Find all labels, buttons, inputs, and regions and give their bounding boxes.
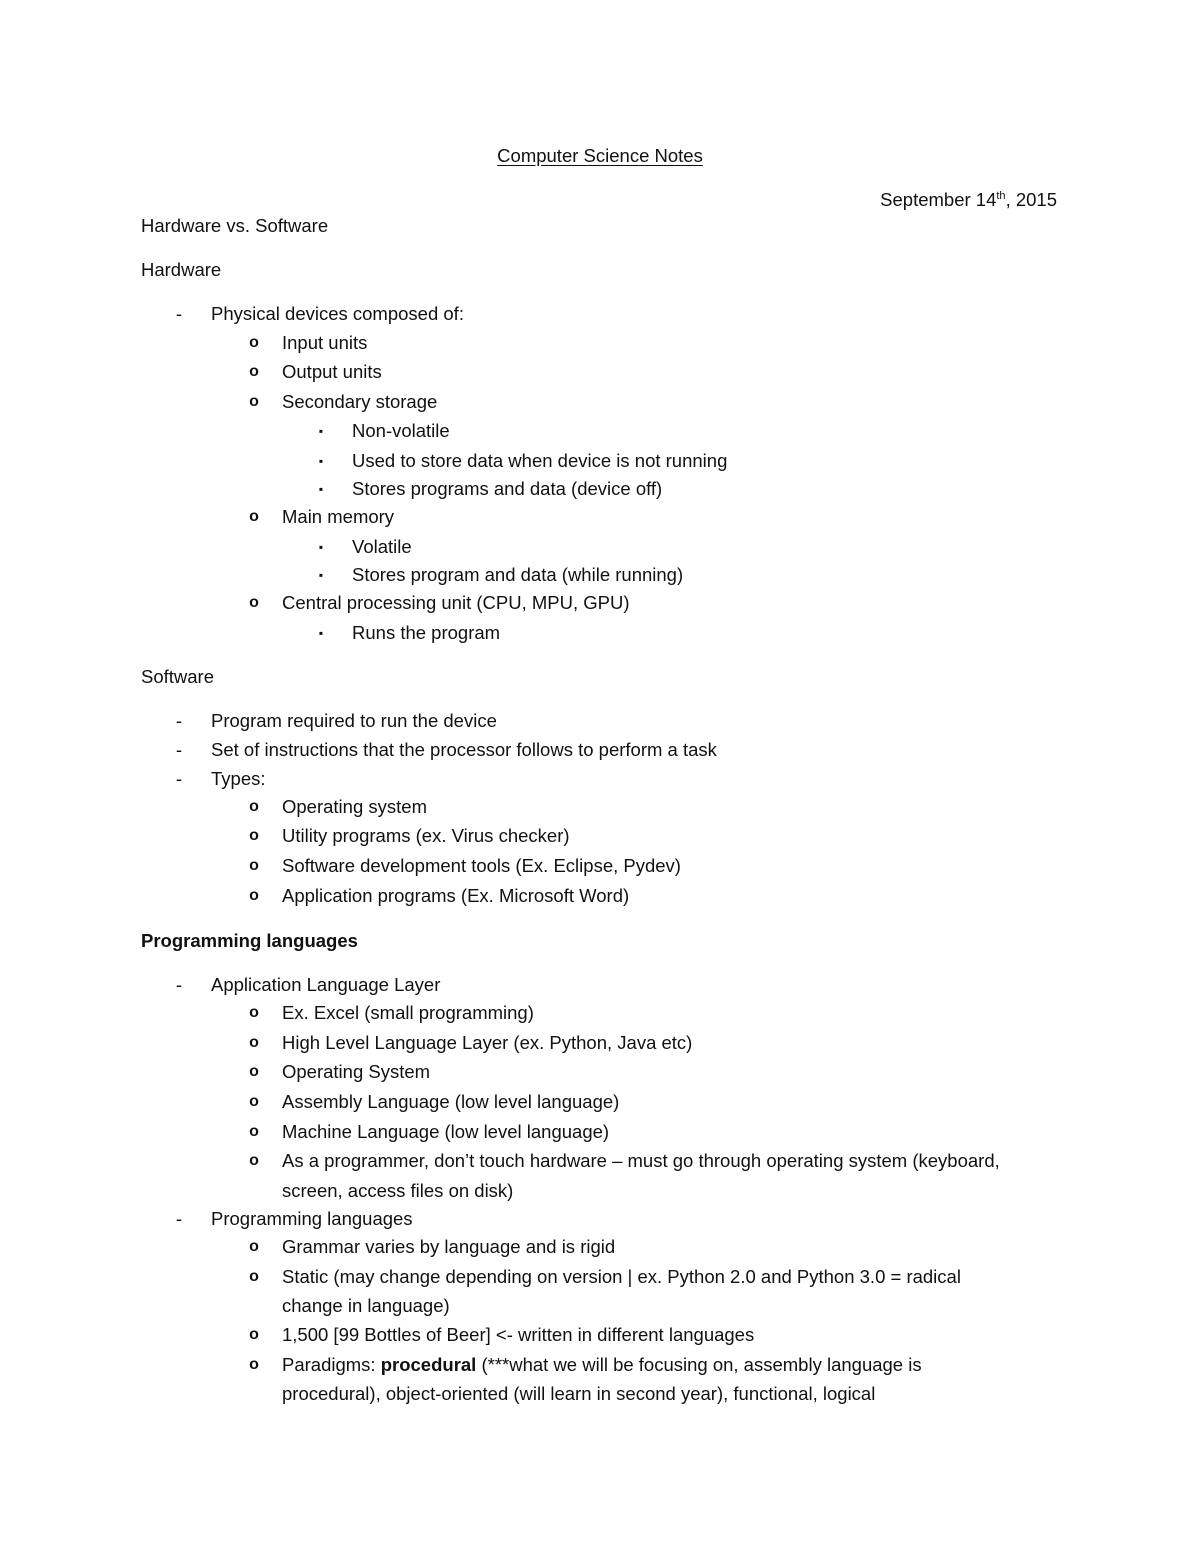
list-item-high-level: High Level Language Layer (ex. Python, Java etc) xyxy=(282,1032,693,1053)
heading-hardware-vs-software: Hardware vs. Software xyxy=(141,215,329,236)
square-bullet: ▪ xyxy=(318,568,324,582)
circle-bullet: o xyxy=(249,1238,259,1255)
circle-bullet: o xyxy=(249,334,259,351)
circle-bullet: o xyxy=(249,1326,259,1343)
list-item-main-memory: Main memory xyxy=(282,506,395,527)
list-item-assembly: Assembly Language (low level language) xyxy=(282,1091,620,1112)
circle-bullet: o xyxy=(249,798,259,815)
circle-bullet: o xyxy=(249,827,259,844)
list-item-static-line-1: Static (may change depending on version | ex. Python 2.0 and Python 3.0 = radical xyxy=(282,1266,961,1287)
list-item-paradigms-line-2: procedural), object-oriented (will learn in second year), functional, logical xyxy=(282,1383,876,1404)
list-item-output-units: Output units xyxy=(282,361,382,382)
paradigms-procedural: procedural xyxy=(380,1354,477,1375)
circle-bullet: o xyxy=(249,1152,259,1169)
date-superscript: th xyxy=(996,190,1006,202)
document-date xyxy=(880,188,1057,212)
list-item-programming-languages: Programming languages xyxy=(211,1208,413,1229)
list-item-excel: Ex. Excel (small programming) xyxy=(282,1002,534,1023)
dash-bullet: - xyxy=(175,768,183,789)
square-bullet: ▪ xyxy=(318,540,324,554)
list-item-operating-system-layer: Operating System xyxy=(282,1061,431,1082)
circle-bullet: o xyxy=(249,393,259,410)
list-item-stores-while-running: Stores program and data (while running) xyxy=(352,564,684,585)
list-item-bottles: 1,500 [99 Bottles of Beer] <- written in different languages xyxy=(282,1324,755,1345)
list-item-runs-program: Runs the program xyxy=(352,622,501,643)
list-item-program-required: Program required to run the device xyxy=(211,710,497,731)
list-item-set-of-instructions: Set of instructions that the processor follows to perform a task xyxy=(211,739,717,760)
square-bullet: ▪ xyxy=(318,454,324,468)
dash-bullet: - xyxy=(175,974,183,995)
circle-bullet: o xyxy=(249,857,259,874)
list-item-application-language-layer: Application Language Layer xyxy=(211,974,441,995)
list-item-non-volatile: Non-volatile xyxy=(352,420,450,441)
heading-software: Software xyxy=(141,666,215,687)
circle-bullet: o xyxy=(249,508,259,525)
circle-bullet: o xyxy=(249,1356,259,1373)
date-suffix: , 2015 xyxy=(1005,189,1057,210)
dash-bullet: - xyxy=(175,303,183,324)
heading-programming-languages: Programming languages xyxy=(141,930,358,951)
circle-bullet: o xyxy=(249,363,259,380)
circle-bullet: o xyxy=(249,1093,259,1110)
dash-bullet: - xyxy=(175,1208,183,1229)
list-item-machine: Machine Language (low level language) xyxy=(282,1121,610,1142)
list-item-dev-tools: Software development tools (Ex. Eclipse, Pydev) xyxy=(282,855,681,876)
dash-bullet: - xyxy=(175,710,183,731)
circle-bullet: o xyxy=(249,887,259,904)
circle-bullet: o xyxy=(249,1034,259,1051)
document-title: Computer Science Notes xyxy=(497,145,703,166)
circle-bullet: o xyxy=(249,1004,259,1021)
list-item-programmer-line-2: screen, access files on disk) xyxy=(282,1180,514,1201)
circle-bullet: o xyxy=(249,1123,259,1140)
list-item-secondary-storage: Secondary storage xyxy=(282,391,438,412)
date-prefix: September 14 xyxy=(880,189,997,210)
list-item-stores-device-off: Stores programs and data (device off) xyxy=(352,478,663,499)
paradigms-rest: (***what we will be focusing on, assembly language is xyxy=(476,1354,922,1375)
list-item-used-to-store: Used to store data when device is not running xyxy=(352,450,728,471)
square-bullet: ▪ xyxy=(318,482,324,496)
list-item-grammar: Grammar varies by language and is rigid xyxy=(282,1236,616,1257)
list-item-types: Types: xyxy=(211,768,266,789)
square-bullet: ▪ xyxy=(318,424,324,438)
list-item-static-line-2: change in language) xyxy=(282,1295,450,1316)
dash-bullet: - xyxy=(175,739,183,760)
list-item-physical-devices: Physical devices composed of: xyxy=(211,303,464,324)
paradigms-prefix: Paradigms: xyxy=(282,1354,381,1375)
circle-bullet: o xyxy=(249,594,259,611)
list-item-operating-system: Operating system xyxy=(282,796,427,817)
circle-bullet: o xyxy=(249,1268,259,1285)
list-item-input-units: Input units xyxy=(282,332,368,353)
list-item-paradigms-line-1 xyxy=(282,1353,922,1377)
list-item-programmer-line-1: As a programmer, don’t touch hardware – must go through operating system (keyboard, xyxy=(282,1150,1000,1171)
list-item-volatile: Volatile xyxy=(352,536,412,557)
list-item-cpu: Central processing unit (CPU, MPU, GPU) xyxy=(282,592,630,613)
heading-hardware: Hardware xyxy=(141,259,222,280)
circle-bullet: o xyxy=(249,1063,259,1080)
list-item-utility-programs: Utility programs (ex. Virus checker) xyxy=(282,825,570,846)
square-bullet: ▪ xyxy=(318,626,324,640)
list-item-application-programs: Application programs (Ex. Microsoft Word) xyxy=(282,885,630,906)
